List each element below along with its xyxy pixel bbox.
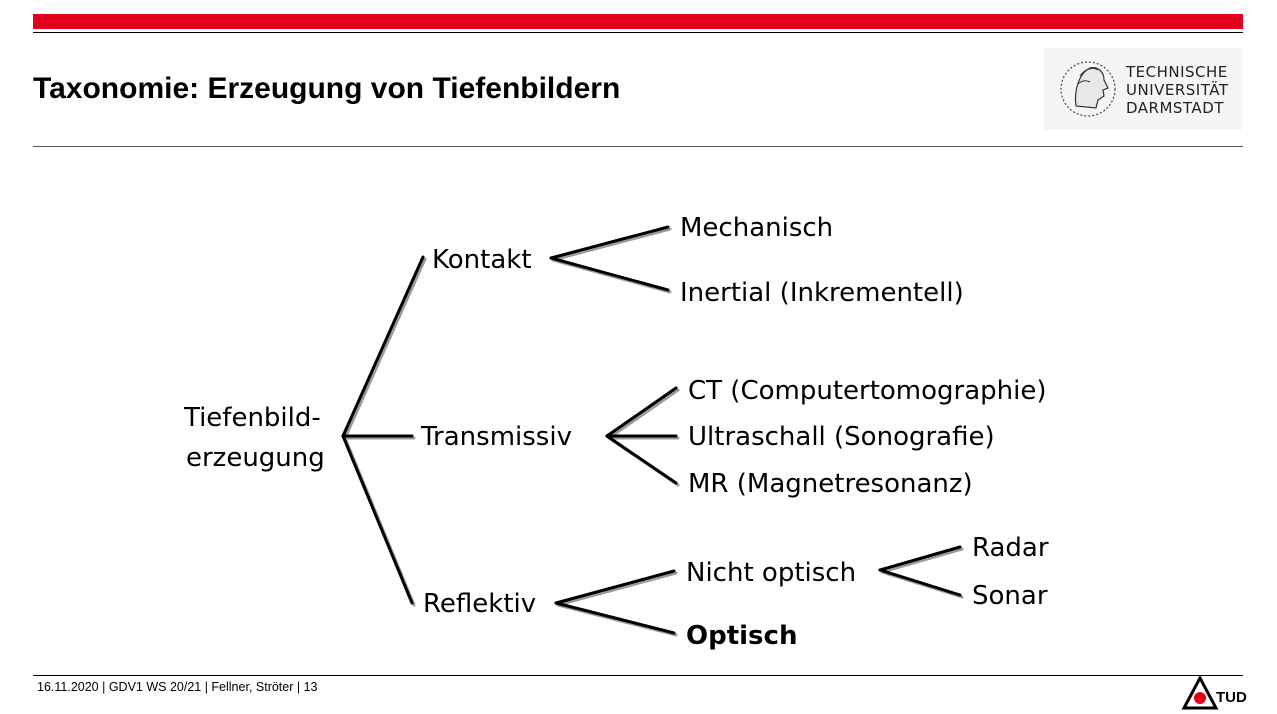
edge-nicht-optisch-radar	[880, 547, 960, 570]
tud-logo-text: TUD	[1216, 689, 1247, 706]
edge-reflektiv-nicht-optisch	[556, 571, 674, 603]
node-ct: CT (Computertomographie)	[688, 376, 1047, 406]
node-nicht-optisch: Nicht optisch	[686, 558, 857, 588]
node-root-line1: Tiefenbild-	[184, 403, 321, 433]
tud-gris-logo	[1180, 674, 1250, 712]
university-name-line3: DARMSTADT	[1126, 99, 1224, 117]
edge-transmissiv-ct	[607, 388, 676, 436]
node-transmissiv: Transmissiv	[421, 422, 572, 452]
slide-title: Taxonomie: Erzeugung von Tiefenbildern	[33, 72, 621, 105]
edge-root-reflektiv	[343, 436, 412, 603]
node-mr: MR (Magnetresonanz)	[688, 469, 973, 499]
node-mechanisch: Mechanisch	[680, 213, 834, 243]
node-root-line2: erzeugung	[186, 443, 325, 473]
node-optisch: Optisch	[686, 621, 798, 651]
edge-kontakt-mechanisch	[551, 227, 668, 258]
node-radar: Radar	[972, 533, 1049, 563]
node-ultraschall: Ultraschall (Sonografie)	[688, 422, 995, 452]
footer-divider	[33, 675, 1243, 676]
edge-root-kontakt	[343, 257, 423, 436]
node-reflektiv: Reflektiv	[423, 589, 537, 619]
edge-nicht-optisch-sonar	[880, 570, 960, 595]
university-name-line1: TECHNISCHE	[1126, 63, 1228, 81]
footer-text: 16.11.2020 | GDV1 WS 20/21 | Fellner, Ströter | 13	[37, 680, 318, 694]
red-dot-icon	[1194, 692, 1206, 704]
node-inertial: Inertial (Inkrementell)	[680, 278, 964, 308]
edge-reflektiv-optisch	[556, 603, 674, 633]
edge-transmissiv-mr	[607, 436, 676, 483]
node-kontakt: Kontakt	[432, 245, 532, 275]
edge-kontakt-inertial	[551, 258, 668, 290]
university-name-line2: UNIVERSITÄT	[1126, 81, 1229, 99]
node-sonar: Sonar	[972, 581, 1048, 611]
